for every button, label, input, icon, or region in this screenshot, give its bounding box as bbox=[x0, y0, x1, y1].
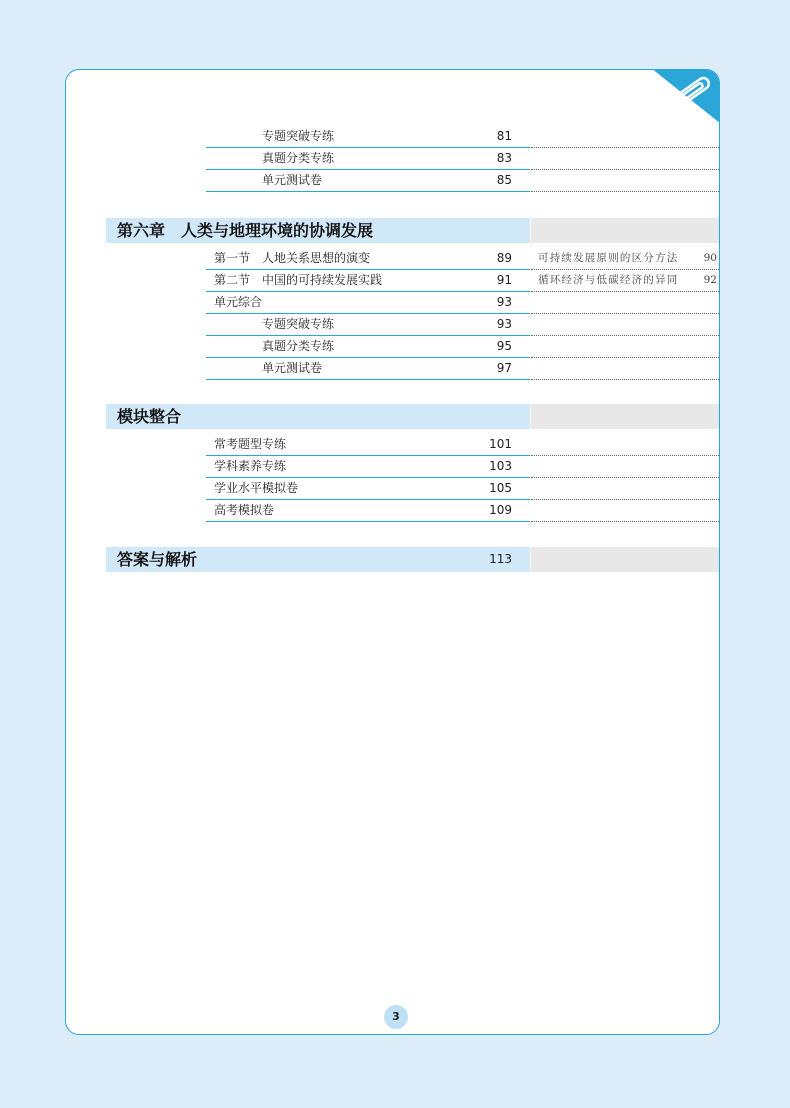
toc-page: 93 bbox=[496, 295, 512, 309]
chapter-heading[interactable] bbox=[106, 218, 530, 243]
toc-label: 单元测试卷 bbox=[262, 361, 323, 375]
chapter-title: 第六章 人类与地理环境的协调发展 bbox=[117, 221, 374, 240]
toc-page: 85 bbox=[496, 173, 512, 187]
side-row[interactable] bbox=[531, 269, 720, 292]
side-row bbox=[531, 499, 720, 522]
side-row bbox=[531, 433, 720, 456]
paperclip-icon bbox=[651, 69, 720, 128]
toc-label: 常考题型专练 bbox=[214, 437, 287, 451]
side-row bbox=[531, 147, 720, 170]
side-page: 90 bbox=[703, 252, 717, 264]
toc-page: 97 bbox=[496, 361, 512, 375]
side-page: 92 bbox=[703, 274, 717, 286]
toc-row[interactable] bbox=[206, 169, 530, 192]
toc-row[interactable] bbox=[206, 269, 530, 292]
side-row bbox=[531, 335, 720, 358]
side-row bbox=[531, 169, 720, 192]
toc-label: 学业水平模拟卷 bbox=[214, 481, 299, 495]
toc-page: 81 bbox=[496, 129, 512, 143]
side-row bbox=[531, 125, 720, 148]
toc-row[interactable] bbox=[206, 313, 530, 336]
toc-page: 105 bbox=[489, 481, 512, 495]
page-number-badge: 3 bbox=[384, 1005, 408, 1029]
side-row[interactable] bbox=[531, 247, 720, 270]
toc-page: 83 bbox=[496, 151, 512, 165]
toc-label: 单元综合 bbox=[214, 295, 263, 309]
module-side-band bbox=[531, 404, 720, 429]
side-label: 循环经济与低碳经济的异同 bbox=[538, 274, 679, 286]
chapter-side-band bbox=[531, 218, 720, 243]
toc-label: 专题突破专练 bbox=[262, 317, 335, 331]
toc-row[interactable] bbox=[206, 477, 530, 500]
side-row bbox=[531, 455, 720, 478]
toc-page: 101 bbox=[489, 437, 512, 451]
toc-label: 单元测试卷 bbox=[262, 173, 323, 187]
toc-row[interactable] bbox=[206, 335, 530, 358]
toc-label: 真题分类专练 bbox=[262, 339, 335, 353]
toc-page: 89 bbox=[496, 251, 512, 265]
toc-row[interactable] bbox=[206, 357, 530, 380]
answers-side-band bbox=[531, 547, 720, 572]
module-title: 模块整合 bbox=[117, 407, 182, 426]
answers-page: 113 bbox=[489, 552, 512, 566]
toc-row[interactable] bbox=[206, 125, 530, 148]
toc-page: 103 bbox=[489, 459, 512, 473]
toc-label: 真题分类专练 bbox=[262, 151, 335, 165]
toc-row[interactable] bbox=[206, 291, 530, 314]
toc-page: 95 bbox=[496, 339, 512, 353]
toc-row[interactable] bbox=[206, 433, 530, 456]
toc-page: 93 bbox=[496, 317, 512, 331]
toc-label: 第一节 人地关系思想的演变 bbox=[214, 251, 371, 265]
side-row bbox=[531, 313, 720, 336]
module-heading[interactable] bbox=[106, 404, 530, 429]
toc-label: 专题突破专练 bbox=[262, 129, 335, 143]
toc-label: 第二节 中国的可持续发展实践 bbox=[214, 273, 383, 287]
side-row bbox=[531, 477, 720, 500]
toc-label: 高考模拟卷 bbox=[214, 503, 275, 517]
toc-page: 109 bbox=[489, 503, 512, 517]
toc-page: 91 bbox=[496, 273, 512, 287]
answers-title: 答案与解析 bbox=[117, 550, 198, 569]
toc-row[interactable] bbox=[206, 455, 530, 478]
toc-row[interactable] bbox=[206, 247, 530, 270]
page-panel bbox=[65, 69, 720, 1035]
side-row bbox=[531, 291, 720, 314]
toc-label: 学科素养专练 bbox=[214, 459, 287, 473]
answers-heading[interactable] bbox=[106, 547, 530, 572]
side-label: 可持续发展原则的区分方法 bbox=[538, 252, 679, 264]
toc-row[interactable] bbox=[206, 499, 530, 522]
side-row bbox=[531, 357, 720, 380]
toc-row[interactable] bbox=[206, 147, 530, 170]
